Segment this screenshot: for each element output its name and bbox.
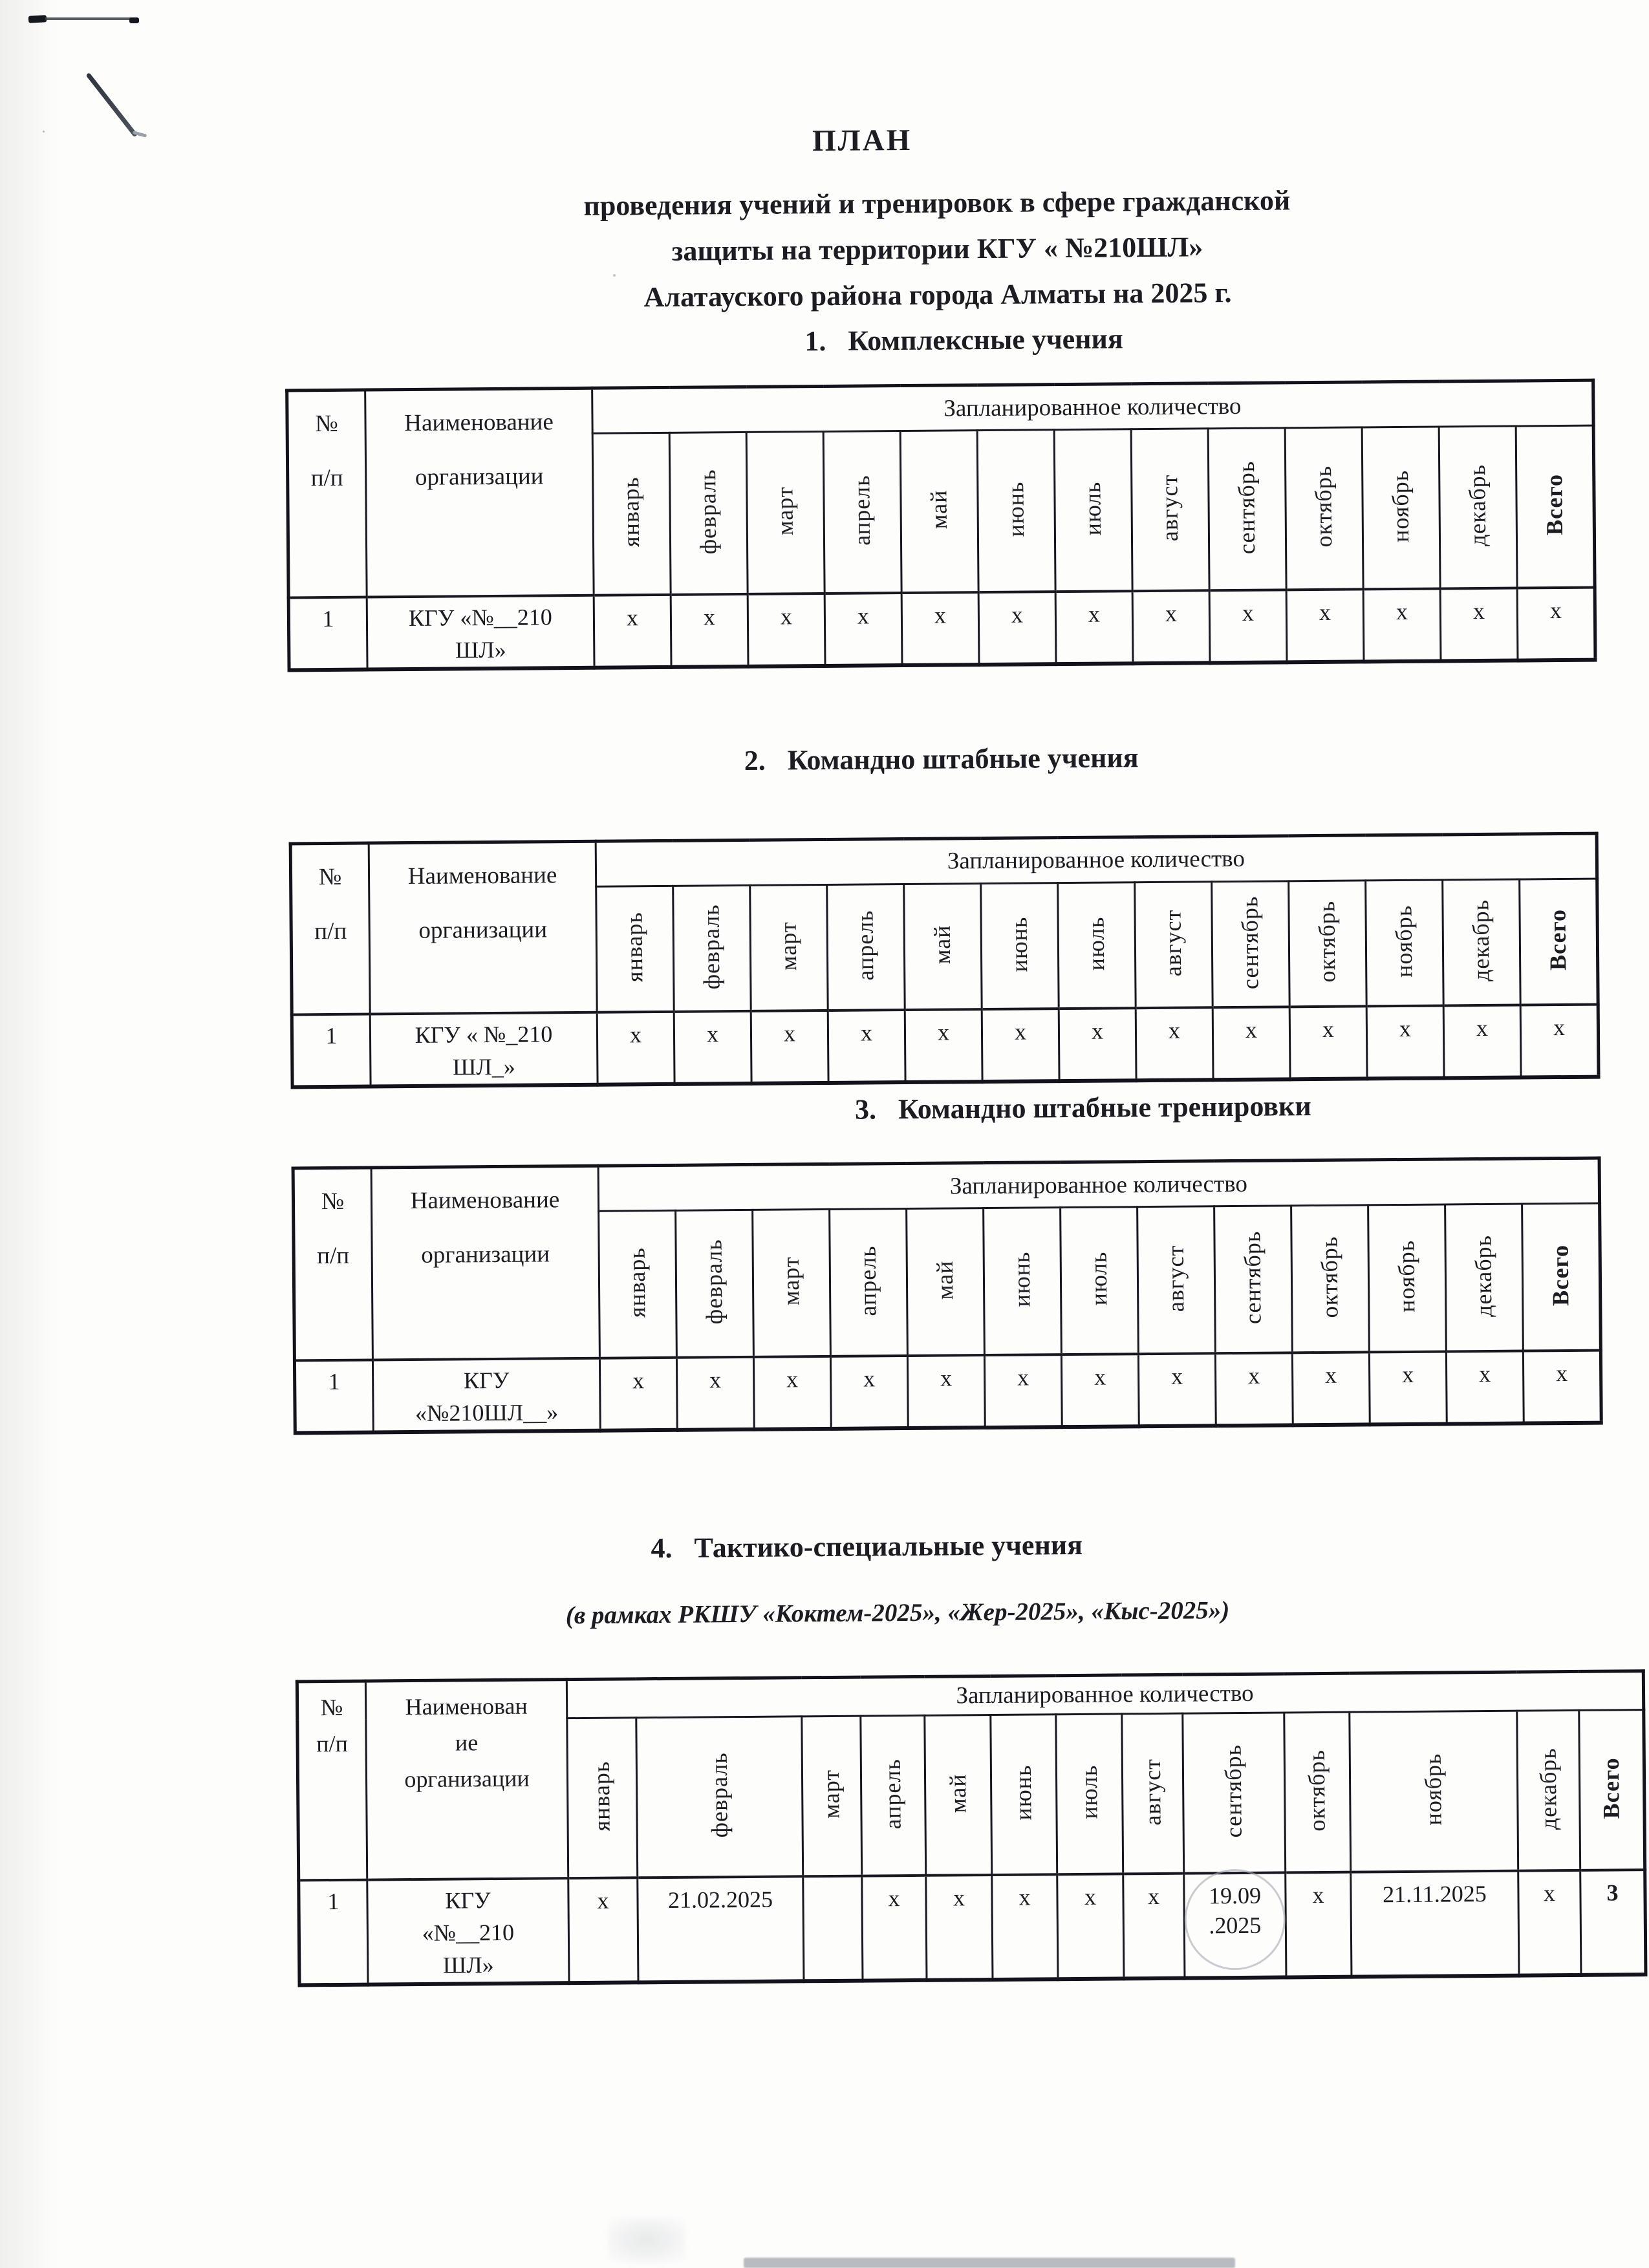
table-header-org xyxy=(369,841,597,1014)
header-org-line: Наименован xyxy=(405,1693,528,1720)
month-label: апрель xyxy=(848,475,876,546)
month-label: август xyxy=(1156,474,1183,542)
table-header-month xyxy=(1443,879,1521,1006)
month-label: декабрь xyxy=(1464,464,1491,547)
cell-month-value: х xyxy=(1123,1874,1185,1979)
month-label: ноябрь xyxy=(1393,1240,1420,1313)
cell-month-value: х xyxy=(982,1009,1059,1082)
month-label: май xyxy=(944,1773,971,1813)
table-header-month xyxy=(861,1715,926,1876)
section-heading-2 xyxy=(288,731,1594,787)
cell-row-number: 1 xyxy=(292,1014,371,1087)
cell-month-value: х xyxy=(992,1874,1058,1980)
month-label: июль xyxy=(1085,1251,1112,1306)
table-header-planned: Запланированное количество xyxy=(592,380,1594,433)
table-header-month xyxy=(1137,1206,1216,1354)
cell-month-value: х xyxy=(597,1012,674,1085)
cell-month-value: х xyxy=(1366,1005,1444,1078)
header-org-line: Наименование xyxy=(404,409,554,437)
cell-month-value: х xyxy=(862,1876,927,1981)
document-subtitle-line: защиты на территории КГУ « №210ШЛ» xyxy=(671,231,1203,267)
header-num-line: № xyxy=(321,1188,345,1215)
cell-month-value: х xyxy=(674,1011,751,1084)
header-num-line: № xyxy=(318,863,342,890)
table-header-month xyxy=(925,1715,992,1876)
table-header-month xyxy=(984,1208,1062,1355)
cell-month-value: х xyxy=(676,1356,754,1429)
cell-row-number: 1 xyxy=(299,1880,368,1985)
header-num-line: п/п xyxy=(316,1730,349,1757)
table-header-month xyxy=(1439,426,1517,588)
cell-org-name xyxy=(372,1358,600,1432)
table-header-num xyxy=(297,1681,367,1881)
sections-container xyxy=(285,313,1624,1987)
month-label: январь xyxy=(618,476,645,548)
table-header-num xyxy=(290,843,370,1015)
document-subtitle-line: Алатауского района города Алматы на 2025 г. xyxy=(643,277,1232,314)
cell-row-number: 1 xyxy=(288,597,367,670)
cell-month-value: х xyxy=(1209,590,1287,663)
document-subtitle-line: проведения учений и тренировок в сфере гражданской xyxy=(583,184,1291,222)
table-header-org xyxy=(365,1679,568,1879)
table-header-month xyxy=(676,1210,754,1357)
table-header-month xyxy=(1058,882,1136,1009)
header-org-line: Наименование xyxy=(407,861,557,890)
cell-month-value: х xyxy=(1132,590,1210,663)
cell-row-number: 1 xyxy=(294,1360,373,1433)
cell-month-value: х xyxy=(926,1875,993,1980)
table-header-month xyxy=(977,430,1055,592)
section-title: Командно штабные тренировки xyxy=(898,1090,1311,1126)
month-label: сентябрь xyxy=(1236,895,1264,989)
table-header-org xyxy=(365,388,594,597)
section-title: Тактико-специальные учения xyxy=(694,1528,1083,1564)
table-header-month xyxy=(1061,1207,1139,1354)
table-header-month xyxy=(981,883,1059,1009)
month-label: сентябрь xyxy=(1233,460,1260,554)
cell-month-value: х xyxy=(748,593,825,666)
section-subtitle: (в рамках РКШУ «Коктем-2025», «Жер-2025», «Кыс-2025») xyxy=(565,1596,1230,1629)
month-label: октябрь xyxy=(1313,901,1341,983)
table-header-month xyxy=(1368,1204,1447,1352)
table-header-month xyxy=(1212,881,1290,1007)
cell-org-name xyxy=(367,595,594,669)
month-label: июнь xyxy=(1009,1764,1037,1821)
plan-table-2 xyxy=(289,831,1600,1089)
table-header-month xyxy=(1445,1204,1524,1351)
section-number: 2. xyxy=(744,744,766,776)
cell-total-value: х xyxy=(1523,1350,1601,1423)
cell-month-value: х xyxy=(1286,589,1364,662)
header-num-line: № xyxy=(315,410,338,438)
org-name-line: «№__210 xyxy=(422,1919,515,1946)
plan-table-1 xyxy=(285,379,1597,672)
cell-month-value: 21.11.2025 xyxy=(1351,1871,1519,1977)
cell-org-name xyxy=(367,1878,569,1984)
table-header-month xyxy=(746,431,824,594)
section-title: Командно штабные учения xyxy=(787,741,1139,776)
cell-total-value: 3 xyxy=(1580,1870,1646,1975)
cell-total-value: х xyxy=(1517,587,1595,660)
org-name-line: КГУ «№__210 xyxy=(408,603,552,631)
org-name-line: КГУ « №_210 xyxy=(415,1021,553,1048)
cell-month-value: х xyxy=(1286,1872,1352,1978)
cell-month-value: 19.09 .2025 xyxy=(1184,1872,1286,1978)
cell-month-value: х xyxy=(1440,588,1518,661)
month-label: январь xyxy=(621,912,648,983)
month-label: август xyxy=(1139,1758,1166,1826)
month-label: февраль xyxy=(700,1239,727,1325)
cell-month-value: х xyxy=(1292,1352,1370,1425)
cell-month-value: х xyxy=(1215,1353,1293,1426)
header-org-line: организации xyxy=(415,463,544,491)
document-content xyxy=(282,0,1624,1987)
table-header-month xyxy=(1122,1713,1184,1874)
org-name-line: ШЛ» xyxy=(455,636,506,663)
table-header-month xyxy=(592,433,671,595)
cell-month-value: х xyxy=(568,1878,638,1983)
org-name-line: ШЛ_» xyxy=(452,1053,515,1080)
month-label: январь xyxy=(623,1247,651,1318)
table-header-month xyxy=(991,1714,1057,1875)
section-number: 4. xyxy=(651,1532,673,1564)
org-name-line: КГУ xyxy=(463,1367,510,1393)
table-header-planned: Запланированное количество xyxy=(598,1158,1600,1211)
month-label: декабрь xyxy=(1535,1747,1562,1830)
org-name-line: ШЛ» xyxy=(442,1952,494,1978)
month-label: октябрь xyxy=(1303,1749,1330,1832)
section-title: Комплексные учения xyxy=(848,323,1123,357)
cell-month-value: х xyxy=(901,592,979,665)
table-header-month xyxy=(1366,879,1444,1006)
section-heading-1 xyxy=(310,312,1617,368)
cell-month-value: х xyxy=(907,1355,985,1428)
table-header-total xyxy=(1516,425,1595,588)
month-label: апрель xyxy=(879,1758,906,1830)
cell-month-value: х xyxy=(1446,1351,1524,1424)
cell-month-value: х xyxy=(1059,1008,1136,1081)
pen-circle-annotation-icon xyxy=(1182,1867,1288,1973)
cell-month-value: 21.02.2025 xyxy=(638,1876,804,1982)
month-label: май xyxy=(929,925,956,965)
table-header-month xyxy=(827,884,905,1011)
table-header-month xyxy=(1214,1206,1293,1353)
header-org-line: Наименование xyxy=(410,1186,560,1215)
cell-total-value: х xyxy=(1520,1005,1599,1078)
section-number: 1. xyxy=(804,325,826,358)
header-num-line: п/п xyxy=(314,917,347,945)
month-label: август xyxy=(1159,909,1187,977)
cell-month-value: х xyxy=(905,1009,982,1082)
org-name-line: КГУ xyxy=(445,1887,491,1914)
month-label: октябрь xyxy=(1316,1236,1343,1318)
cell-month-value: х xyxy=(1136,1007,1213,1080)
header-num-line: п/п xyxy=(310,464,343,492)
table-header-month xyxy=(599,1210,677,1358)
table-header-planned: Запланированное количество xyxy=(566,1671,1643,1718)
cell-month-value: х xyxy=(1212,1007,1290,1080)
total-label: Всего xyxy=(1597,1757,1624,1819)
table-header-planned: Запланированное количество xyxy=(596,833,1597,886)
header-org-line: организации xyxy=(421,1241,550,1268)
total-label: Всего xyxy=(1547,1244,1574,1306)
header-org-line: организации xyxy=(404,1765,530,1792)
table-header-month xyxy=(1135,881,1213,1008)
cell-month-value: х xyxy=(1057,1874,1124,1979)
month-label: июнь xyxy=(1008,1251,1035,1307)
table-header-month xyxy=(1054,429,1132,592)
header-org-line: организации xyxy=(418,915,548,944)
month-label: март xyxy=(775,921,802,971)
table-header-month xyxy=(750,884,828,1011)
table-header-month xyxy=(1183,1712,1286,1873)
month-label: февраль xyxy=(698,903,725,990)
month-label: июль xyxy=(1083,916,1110,971)
table-header-month xyxy=(904,883,982,1010)
month-label: июнь xyxy=(1006,916,1033,972)
cell-month-value: х xyxy=(1443,1005,1521,1078)
cell-month-value: х xyxy=(751,1011,828,1084)
cell-month-value: х xyxy=(828,1010,905,1083)
month-label: ноябрь xyxy=(1387,469,1414,542)
month-label: август xyxy=(1162,1245,1189,1312)
table-header-month xyxy=(907,1208,985,1356)
cell-month-value: х xyxy=(594,594,671,667)
table-header-month xyxy=(1291,1205,1370,1353)
cell-month-value: х xyxy=(978,592,1056,665)
table-header-month xyxy=(1285,427,1363,590)
table-header-month xyxy=(567,1717,638,1878)
month-label: май xyxy=(931,1260,958,1300)
org-name-line: «№210ШЛ__» xyxy=(415,1398,559,1426)
table-header-num xyxy=(287,390,367,597)
table-header-month xyxy=(596,886,674,1012)
month-label: апрель xyxy=(854,1245,881,1316)
document-title: ПЛАН xyxy=(812,123,912,158)
table-header-month xyxy=(1289,880,1367,1007)
cell-org-name xyxy=(370,1012,598,1087)
month-label: февраль xyxy=(706,1752,733,1838)
table-header-total xyxy=(1520,879,1599,1005)
header-org-line: ие xyxy=(455,1729,479,1756)
table-header-month xyxy=(753,1209,831,1356)
month-label: июль xyxy=(1079,481,1106,536)
cell-month-value: х xyxy=(1289,1006,1367,1079)
cell-month-value: х xyxy=(984,1354,1062,1428)
month-label: февраль xyxy=(695,468,722,555)
table-header-month xyxy=(636,1716,803,1878)
section-heading-4 xyxy=(213,1519,1520,1574)
table-header-month xyxy=(802,1716,862,1877)
total-label: Всего xyxy=(1544,909,1571,971)
table-header-month xyxy=(1284,1712,1351,1873)
table-header-month xyxy=(673,885,751,1012)
table-header-org xyxy=(371,1166,599,1360)
cell-month-value: х xyxy=(671,594,748,667)
table-header-month xyxy=(1131,429,1209,591)
plan-table-4 xyxy=(296,1669,1648,1987)
month-label: декабрь xyxy=(1467,899,1494,982)
month-label: июнь xyxy=(1002,481,1029,537)
table-header-month xyxy=(823,431,901,594)
header-num-line: № xyxy=(320,1694,343,1720)
cell-month-value: х xyxy=(830,1356,908,1429)
cell-month-value xyxy=(803,1876,863,1982)
plan-table-3 xyxy=(292,1157,1603,1435)
month-label: ноябрь xyxy=(1390,904,1417,978)
table-header-num xyxy=(293,1168,372,1360)
table-header-month xyxy=(1362,427,1440,589)
table-header-month xyxy=(1056,1713,1123,1874)
month-label: сентябрь xyxy=(1239,1230,1266,1325)
month-label: май xyxy=(925,489,952,530)
month-label: сентябрь xyxy=(1220,1744,1247,1838)
table-header-total xyxy=(1522,1203,1601,1351)
table-header-month xyxy=(830,1209,908,1356)
cell-month-value: х xyxy=(1055,591,1133,664)
section-heading-3 xyxy=(430,1080,1649,1136)
month-label: март xyxy=(818,1770,845,1819)
table-header-month xyxy=(1517,1710,1580,1871)
month-label: октябрь xyxy=(1310,465,1337,548)
cell-month-value: х xyxy=(1369,1351,1447,1424)
month-label: апрель xyxy=(852,910,879,981)
cell-month-value: х xyxy=(1518,1870,1581,1976)
cell-month-value: х xyxy=(753,1356,831,1429)
table-header-month xyxy=(1208,428,1286,590)
table-header-month xyxy=(669,432,748,594)
table-header-total xyxy=(1579,1709,1645,1870)
table-header-month xyxy=(1350,1711,1518,1872)
month-label: март xyxy=(777,1256,804,1306)
month-label: июль xyxy=(1075,1765,1103,1820)
header-num-line: п/п xyxy=(317,1242,350,1270)
total-label: Всего xyxy=(1541,474,1568,536)
cell-month-value: х xyxy=(1138,1353,1216,1426)
month-label: ноябрь xyxy=(1419,1753,1447,1826)
cell-month-value: х xyxy=(599,1357,677,1430)
table-header-month xyxy=(900,431,978,593)
section-number: 3. xyxy=(854,1093,877,1126)
cell-month-value: х xyxy=(824,593,902,666)
month-label: декабрь xyxy=(1470,1234,1497,1317)
month-label: март xyxy=(771,486,799,536)
month-label: январь xyxy=(588,1760,615,1832)
cell-month-value: х xyxy=(1363,588,1441,661)
cell-month-value: х xyxy=(1061,1354,1139,1427)
